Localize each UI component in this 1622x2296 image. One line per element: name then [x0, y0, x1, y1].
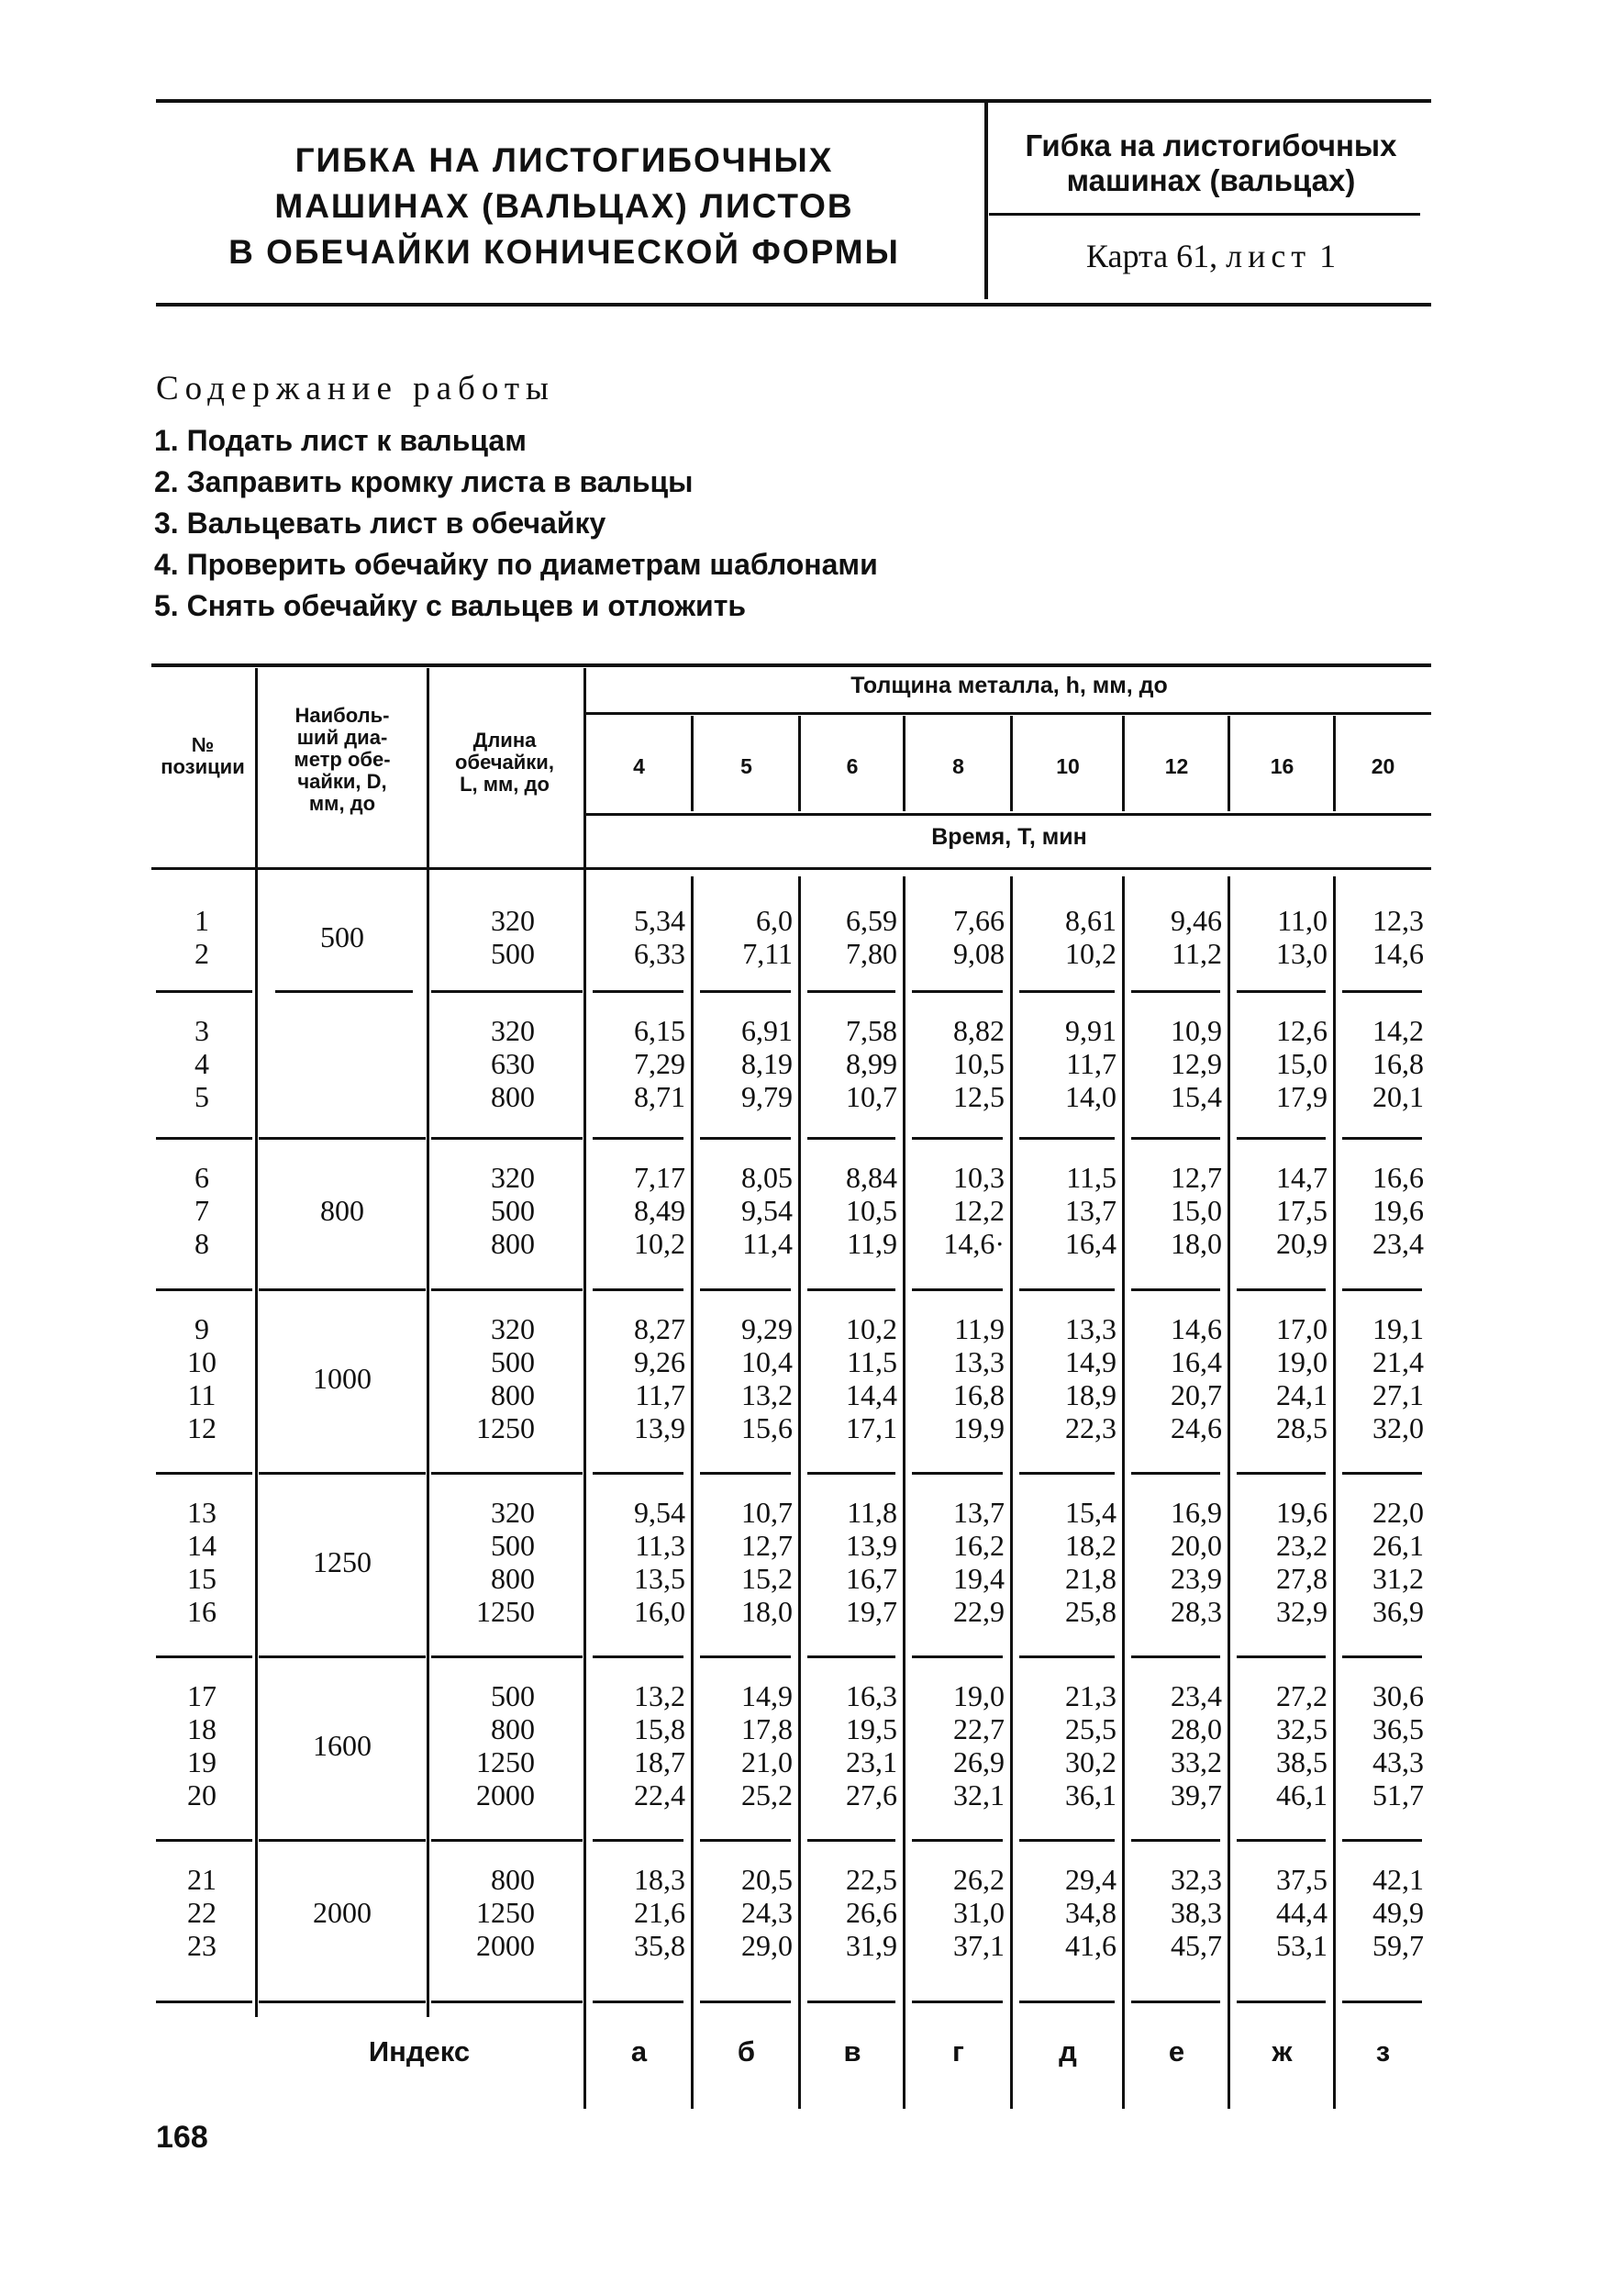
- group-separator: [1237, 1288, 1326, 1291]
- length-cell: 320 630 800: [491, 1014, 535, 1113]
- group-separator: [1131, 990, 1220, 993]
- time-cell: 10,9 12,9 15,4: [1171, 1014, 1222, 1113]
- group-separator: [912, 1472, 1003, 1475]
- time-cell: 11,8 13,9 16,7 19,7: [846, 1496, 897, 1628]
- diameter-cell: 500: [320, 920, 364, 953]
- group-separator: [1019, 1839, 1115, 1842]
- diameter-header-line: мм, до: [308, 792, 376, 815]
- time-cell: 16,6 19,6 23,4: [1372, 1161, 1424, 1260]
- group-separator: [700, 1472, 791, 1475]
- time-cell: 23,4 28,0 33,2 39,7: [1171, 1679, 1222, 1811]
- thickness-value: 4: [633, 754, 645, 778]
- time-cell: 27,2 32,5 38,5 46,1: [1276, 1679, 1328, 1811]
- group-separator: [1237, 1137, 1326, 1140]
- time-cell: 15,4 18,2 21,8 25,8: [1065, 1496, 1117, 1628]
- time-header: Время, Т, мин: [931, 824, 1087, 850]
- column-divider: [691, 876, 694, 2109]
- group-separator: [593, 1472, 683, 1475]
- time-cell: 20,5 24,3 29,0: [741, 1863, 793, 1962]
- column-divider: [798, 876, 801, 2109]
- diameter-cell: 1600: [313, 1729, 372, 1762]
- time-cell: 14,7 17,5 20,9: [1276, 1161, 1328, 1260]
- thickness-header: Толщина металла, h, мм, до: [850, 673, 1168, 698]
- time-cell: 16,9 20,0 23,9 28,3: [1171, 1496, 1222, 1628]
- group-separator: [431, 2001, 583, 2003]
- time-cell: 42,1 49,9 59,7: [1372, 1863, 1424, 1962]
- header-bottom-rule-table: [151, 867, 1431, 870]
- length-header-line: обечайки,: [455, 751, 554, 774]
- time-cell: 12,6 15,0 17,9: [1276, 1014, 1328, 1113]
- group-separator: [912, 2001, 1003, 2003]
- time-cell: 29,4 34,8 41,6: [1065, 1863, 1117, 1962]
- time-cell: 10,2 11,5 14,4 17,1: [846, 1312, 897, 1444]
- group-separator: [431, 1472, 583, 1475]
- group-separator: [700, 2001, 791, 2003]
- length-cell: 800 1250 2000: [476, 1863, 535, 1962]
- time-cell: 14,9 17,8 21,0 25,2: [741, 1679, 793, 1811]
- index-value: ж: [1272, 2035, 1293, 2068]
- thickness-header-rule: [585, 712, 1431, 715]
- column-divider: [1228, 876, 1230, 2109]
- time-cell: 32,3 38,3 45,7: [1171, 1863, 1222, 1962]
- group-separator: [807, 2001, 895, 2003]
- time-cell: 12,7 15,0 18,0: [1171, 1161, 1222, 1260]
- index-value: д: [1059, 2035, 1077, 2068]
- group-separator: [259, 1472, 426, 1475]
- time-cell: 9,91 11,7 14,0: [1065, 1014, 1117, 1113]
- group-separator: [1131, 2001, 1220, 2003]
- index-value: в: [843, 2035, 861, 2068]
- group-separator: [275, 990, 413, 993]
- group-separator: [912, 990, 1003, 993]
- page-number: 168: [156, 2120, 208, 2155]
- group-separator: [1019, 1655, 1115, 1658]
- group-separator: [807, 1288, 895, 1291]
- group-separator: [1131, 1655, 1220, 1658]
- header-bottom-rule: [156, 303, 1431, 307]
- column-divider: [1333, 876, 1336, 2109]
- diameter-cell: 800: [320, 1194, 364, 1227]
- diameter-cell: 2000: [313, 1896, 372, 1929]
- diameter-header-line: метр обе-: [294, 748, 391, 771]
- position-cell: 1 2: [194, 904, 209, 970]
- time-cell: 37,5 44,4 53,1: [1276, 1863, 1328, 1962]
- group-separator: [259, 1137, 426, 1140]
- work-step: 3. Вальцевать лист в обечайку: [154, 507, 606, 540]
- length-header-line: Длина: [472, 729, 537, 752]
- page-title: [161, 138, 968, 275]
- time-cell: 12,3 14,6: [1372, 904, 1424, 970]
- work-step: 2. Заправить кромку листа в вальцы: [154, 465, 694, 498]
- thickness-value: 12: [1164, 754, 1189, 778]
- group-separator: [1237, 1472, 1326, 1475]
- time-cell: 5,34 6,33: [634, 904, 685, 970]
- time-cell: 13,3 14,9 18,9 22,3: [1065, 1312, 1117, 1444]
- time-cell: 6,91 8,19 9,79: [741, 1014, 793, 1113]
- time-cell: 9,46 11,2: [1171, 904, 1222, 970]
- group-separator: [431, 1288, 583, 1291]
- group-separator: [700, 1839, 791, 1842]
- time-cell: 8,61 10,2: [1065, 904, 1117, 970]
- thickness-value: 6: [846, 754, 859, 778]
- time-cell: 6,59 7,80: [846, 904, 897, 970]
- time-header-rule: [585, 813, 1431, 816]
- time-cell: 7,58 8,99 10,7: [846, 1014, 897, 1113]
- group-separator: [1237, 990, 1326, 993]
- time-cell: 8,82 10,5 12,5: [953, 1014, 1005, 1113]
- group-separator: [807, 1655, 895, 1658]
- group-separator: [1019, 990, 1115, 993]
- thickness-value: 8: [952, 754, 964, 778]
- group-separator: [1019, 1472, 1115, 1475]
- group-separator: [1131, 1839, 1220, 1842]
- group-separator: [912, 1137, 1003, 1140]
- length-column-header: [429, 730, 580, 796]
- group-separator: [156, 1288, 252, 1291]
- work-step: 1. Подать лист к вальцам: [154, 424, 527, 457]
- category-title: [995, 128, 1427, 198]
- page-title-line: МАШИНАХ (ВАЛЬЦАХ) ЛИСТОВ: [274, 187, 854, 225]
- group-separator: [1342, 1137, 1422, 1140]
- time-cell: 11,0 13,0: [1276, 904, 1328, 970]
- diameter-cell: 1250: [313, 1545, 372, 1578]
- time-cell: 8,27 9,26 11,7 13,9: [634, 1312, 685, 1444]
- index-value: з: [1375, 2035, 1391, 2068]
- group-separator: [593, 990, 683, 993]
- thickness-value: 16: [1270, 754, 1294, 778]
- group-separator: [259, 1839, 426, 1842]
- card-reference: [995, 237, 1427, 275]
- header-top-rule: [156, 99, 1431, 103]
- work-step: 4. Проверить обечайку по диаметрам шаблонами: [154, 548, 878, 581]
- time-cell: 6,0 7,11: [742, 904, 793, 970]
- group-separator: [593, 1655, 683, 1658]
- time-cell: 30,6 36,5 43,3 51,7: [1372, 1679, 1424, 1811]
- time-cell: 7,66 9,08: [953, 904, 1005, 970]
- header-category-separator: [989, 213, 1420, 216]
- time-cell: 17,0 19,0 24,1 28,5: [1276, 1312, 1328, 1444]
- position-cell: 17 18 19 20: [187, 1679, 217, 1811]
- index-label: Индекс: [368, 2035, 471, 2068]
- group-separator: [156, 1655, 252, 1658]
- group-separator: [431, 990, 583, 993]
- column-divider: [255, 668, 258, 2017]
- time-cell: 19,0 22,7 26,9 32,1: [953, 1679, 1005, 1811]
- group-separator: [156, 1472, 252, 1475]
- group-separator: [1019, 1288, 1115, 1291]
- length-cell: 320 500 800 1250: [476, 1496, 535, 1628]
- work-steps-list: [154, 420, 878, 627]
- card-sheet-label: лист: [1226, 238, 1312, 274]
- length-cell: 320 500: [491, 904, 535, 970]
- group-separator: [1019, 2001, 1115, 2003]
- group-separator: [431, 1137, 583, 1140]
- group-separator: [1342, 1288, 1422, 1291]
- index-value: е: [1168, 2035, 1185, 2068]
- diameter-header-line: ший диа-: [296, 726, 388, 749]
- group-separator: [1237, 1655, 1326, 1658]
- time-cell: 10,3 12,2 14,6·: [943, 1161, 1005, 1260]
- page-title-line: В ОБЕЧАЙКИ КОНИЧЕСКОЙ ФОРМЫ: [228, 233, 900, 271]
- group-separator: [912, 1839, 1003, 1842]
- time-cell: 6,15 7,29 8,71: [634, 1014, 685, 1113]
- time-cell: 7,17 8,49 10,2: [634, 1161, 685, 1260]
- group-separator: [807, 1472, 895, 1475]
- position-cell: 3 4 5: [194, 1014, 209, 1113]
- category-title-line: Гибка на листогибочных: [1025, 128, 1397, 162]
- time-cell: 10,7 12,7 15,2 18,0: [741, 1496, 793, 1628]
- group-separator: [1342, 1839, 1422, 1842]
- time-cell: 9,29 10,4 13,2 15,6: [741, 1312, 793, 1444]
- position-header-line: №: [191, 733, 215, 756]
- time-cell: 14,6 16,4 20,7 24,6: [1171, 1312, 1222, 1444]
- time-cell: 22,5 26,6 31,9: [846, 1863, 897, 1962]
- group-separator: [700, 1655, 791, 1658]
- group-separator: [431, 1655, 583, 1658]
- diameter-column-header: [259, 705, 426, 815]
- position-cell: 21 22 23: [187, 1863, 217, 1962]
- column-divider: [903, 716, 905, 811]
- position-cell: 13 14 15 16: [187, 1496, 217, 1628]
- column-divider: [798, 716, 801, 811]
- time-cell: 11,5 13,7 16,4: [1065, 1161, 1117, 1260]
- group-separator: [593, 1137, 683, 1140]
- time-cell: 18,3 21,6 35,8: [634, 1863, 685, 1962]
- group-separator: [1019, 1137, 1115, 1140]
- work-contents-heading: Содержание работы: [156, 370, 555, 407]
- group-separator: [593, 1839, 683, 1842]
- diameter-cell: 1000: [313, 1362, 372, 1395]
- group-separator: [259, 1655, 426, 1658]
- group-separator: [700, 1288, 791, 1291]
- length-cell: 320 500 800 1250: [476, 1312, 535, 1444]
- column-divider: [1122, 876, 1125, 2109]
- diameter-header-line: Наиболь-: [294, 704, 390, 727]
- thickness-value: 5: [740, 754, 752, 778]
- group-separator: [700, 1137, 791, 1140]
- length-cell: 500 800 1250 2000: [476, 1679, 535, 1811]
- index-value: г: [952, 2035, 964, 2068]
- time-cell: 14,2 16,8 20,1: [1372, 1014, 1424, 1113]
- group-separator: [807, 990, 895, 993]
- index-value: а: [630, 2035, 648, 2068]
- length-header-line: L, мм, до: [460, 773, 550, 796]
- diameter-header-line: чайки, D,: [297, 770, 387, 793]
- time-cell: 13,2 15,8 18,7 22,4: [634, 1679, 685, 1811]
- table-top-rule: [151, 663, 1431, 667]
- group-separator: [912, 1288, 1003, 1291]
- group-separator: [1131, 1137, 1220, 1140]
- length-cell: 320 500 800: [491, 1161, 535, 1260]
- group-separator: [1342, 2001, 1422, 2003]
- group-separator: [1237, 2001, 1326, 2003]
- group-separator: [1237, 1839, 1326, 1842]
- position-cell: 6 7 8: [194, 1161, 209, 1260]
- group-separator: [807, 1839, 895, 1842]
- time-cell: 19,6 23,2 27,8 32,9: [1276, 1496, 1328, 1628]
- thickness-value: 20: [1371, 754, 1395, 778]
- group-separator: [156, 2001, 252, 2003]
- group-separator: [259, 2001, 426, 2003]
- time-cell: 8,05 9,54 11,4: [741, 1161, 793, 1260]
- group-separator: [259, 1288, 426, 1291]
- column-divider: [691, 716, 694, 811]
- card-sheet-number: 1: [1319, 238, 1337, 274]
- group-separator: [593, 1288, 683, 1291]
- category-title-line: машинах (вальцах): [1066, 163, 1356, 197]
- group-separator: [431, 1839, 583, 1842]
- column-divider: [583, 668, 586, 2109]
- column-divider: [903, 876, 905, 2109]
- time-cell: 16,3 19,5 23,1 27,6: [846, 1679, 897, 1811]
- time-cell: 21,3 25,5 30,2 36,1: [1065, 1679, 1117, 1811]
- time-cell: 9,54 11,3 13,5 16,0: [634, 1496, 685, 1628]
- time-cell: 19,1 21,4 27,1 32,0: [1372, 1312, 1424, 1444]
- group-separator: [156, 990, 252, 993]
- group-separator: [1131, 1288, 1220, 1291]
- card-label: Карта 61,: [1085, 238, 1218, 274]
- position-header-line: позиции: [161, 755, 245, 778]
- column-divider: [1122, 716, 1125, 811]
- group-separator: [1342, 990, 1422, 993]
- group-separator: [912, 1655, 1003, 1658]
- position-column-header: [149, 734, 257, 778]
- column-divider: [1010, 876, 1013, 2109]
- group-separator: [807, 1137, 895, 1140]
- column-divider: [1228, 716, 1230, 811]
- time-cell: 11,9 13,3 16,8 19,9: [953, 1312, 1005, 1444]
- group-separator: [1342, 1472, 1422, 1475]
- time-cell: 8,84 10,5 11,9: [846, 1161, 897, 1260]
- group-separator: [1342, 1655, 1422, 1658]
- group-separator: [156, 1137, 252, 1140]
- time-cell: 22,0 26,1 31,2 36,9: [1372, 1496, 1424, 1628]
- time-cell: 26,2 31,0 37,1: [953, 1863, 1005, 1962]
- time-cell: 13,7 16,2 19,4 22,9: [953, 1496, 1005, 1628]
- column-divider: [1010, 716, 1013, 811]
- group-separator: [156, 1839, 252, 1842]
- thickness-value: 10: [1056, 754, 1080, 778]
- group-separator: [700, 990, 791, 993]
- group-separator: [1131, 1472, 1220, 1475]
- group-separator: [593, 2001, 683, 2003]
- index-value: б: [737, 2035, 756, 2068]
- position-cell: 9 10 11 12: [187, 1312, 217, 1444]
- work-step: 5. Снять обечайку с вальцев и отложить: [154, 589, 747, 622]
- page-title-line: ГИБКА НА ЛИСТОГИБОЧНЫХ: [294, 141, 834, 179]
- header-divider: [984, 103, 988, 299]
